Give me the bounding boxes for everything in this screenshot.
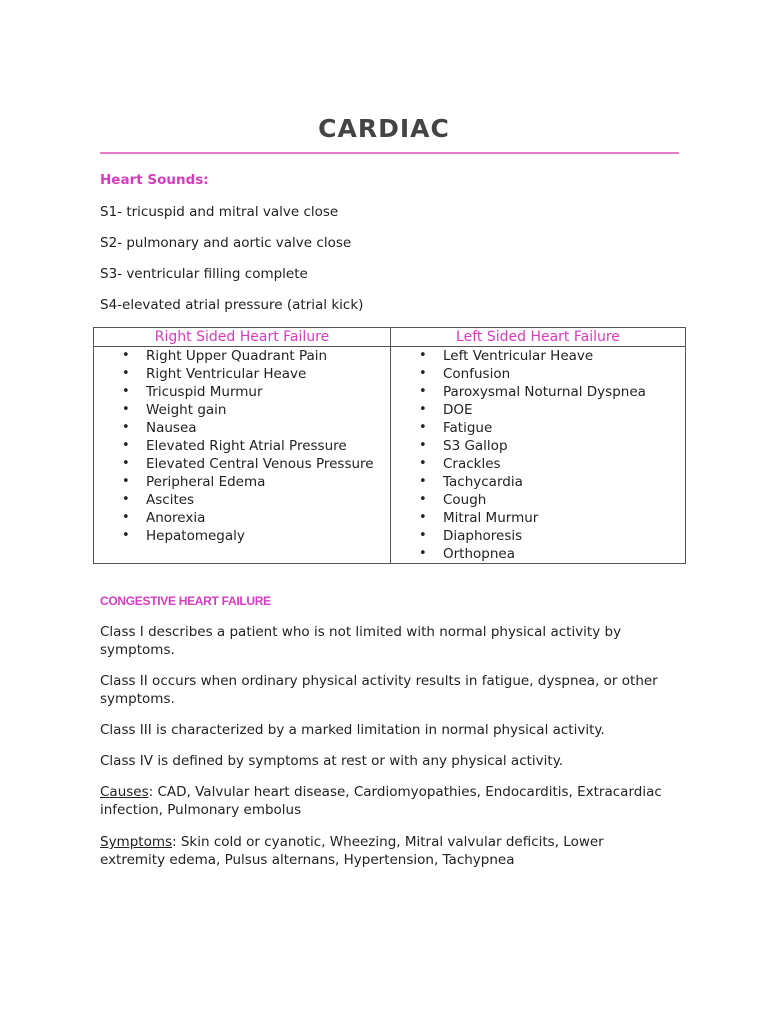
chf-heading: CONGESTIVE HEART FAILURE [100,594,271,608]
heart-sound-s1: S1- tricuspid and mitral valve close [100,204,339,220]
symptoms-label: Symptoms [100,834,173,850]
chf-causes [100,783,680,819]
list-item: • Ascites [146,491,390,509]
chf-symptoms [100,833,630,869]
right-sided-cell [94,347,391,564]
list-item: • Elevated Right Atrial Pressure [146,437,390,455]
list-item: • Nausea [146,419,390,437]
list-item: • Elevated Central Venous Pressure [146,455,390,473]
list-item: • Confusion [443,365,685,383]
list-item: • Cough [443,491,685,509]
list-item: • Tricuspid Murmur [146,383,390,401]
right-sided-header: Right Sided Heart Failure [94,328,391,347]
causes-text: : CAD, Valvular heart disease, Cardiomyopathies, Endocarditis, Extracardiac infection, Pulmonary embolus [100,784,662,818]
list-item: • Right Upper Quadrant Pain [146,347,390,365]
page-title: CARDIAC [318,114,450,143]
causes-label: Causes [100,784,149,800]
chf-class-ii: Class II occurs when ordinary physical activity results in fatigue, dyspnea, or other symptoms. [100,673,658,707]
list-item: • Orthopnea [443,545,685,563]
list-item: • Left Ventricular Heave [443,347,685,365]
symptoms-text: : Skin cold or cyanotic, Wheezing, Mitral valvular deficits, Lower extremity edema, Pulsus alternans, Hypertension, Tachypnea [100,834,604,868]
heart-sound-s4: S4-elevated atrial pressure (atrial kick) [100,297,364,313]
title-divider [100,152,679,154]
heart-sound-s3: S3- ventricular filling complete [100,266,308,282]
right-sided-list [94,347,390,545]
chf-class-iii: Class III is characterized by a marked limitation in normal physical activity. [100,722,605,738]
left-sided-list [391,347,685,563]
chf-class-iv: Class IV is defined by symptoms at rest or with any physical activity. [100,753,564,769]
heart-sound-s2: S2- pulmonary and aortic valve close [100,235,352,251]
list-item: • Hepatomegaly [146,527,390,545]
list-item: • Anorexia [146,509,390,527]
list-item: • Mitral Murmur [443,509,685,527]
left-sided-cell [391,347,686,564]
left-sided-header: Left Sided Heart Failure [391,328,686,347]
table-header-row [94,328,686,347]
list-item: • Crackles [443,455,685,473]
list-item: • Paroxysmal Noturnal Dyspnea [443,383,685,401]
list-item: • Weight gain [146,401,390,419]
list-item: • Peripheral Edema [146,473,390,491]
chf-class-i: Class I describes a patient who is not limited with normal physical activity by symptoms. [100,624,622,658]
list-item: • Fatigue [443,419,685,437]
list-item: • Diaphoresis [443,527,685,545]
heart-sounds-heading: Heart Sounds: [100,172,209,188]
list-item: • S3 Gallop [443,437,685,455]
list-item: • DOE [443,401,685,419]
heart-failure-table [93,327,686,564]
list-item: • Tachycardia [443,473,685,491]
table-body-row [94,347,686,564]
list-item: • Right Ventricular Heave [146,365,390,383]
